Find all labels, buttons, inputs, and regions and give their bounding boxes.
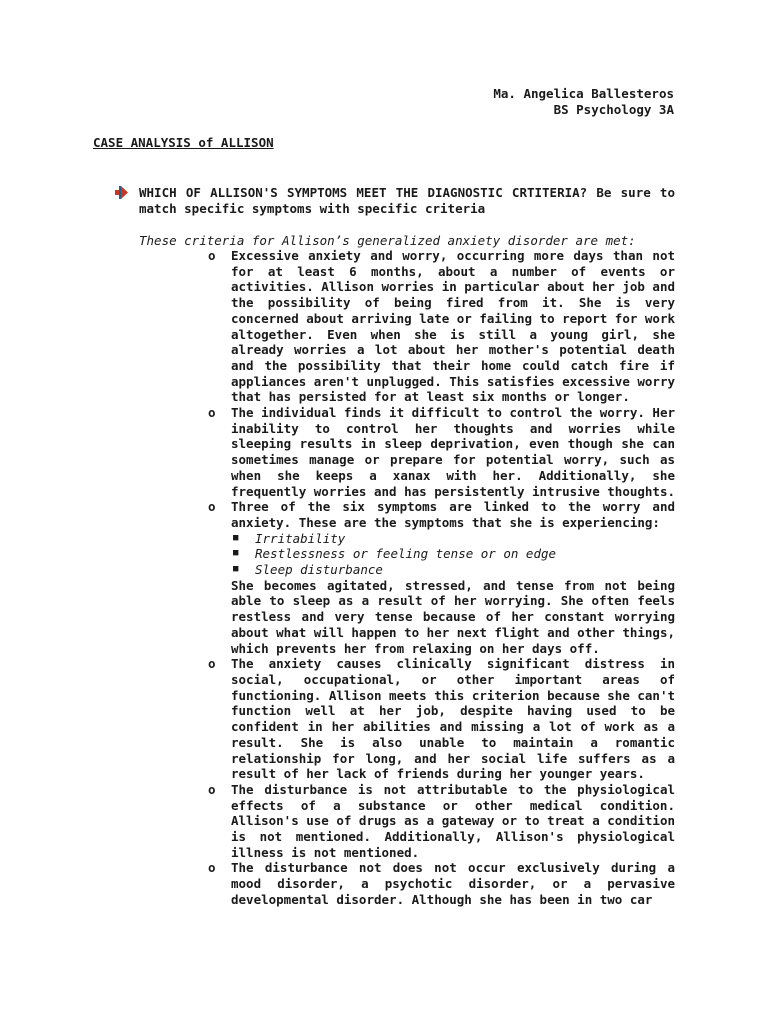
list-bullet: o — [208, 860, 216, 876]
criterion-text: The disturbance is not attributable to the physiological effects of a substance or other medical condition. Allison's use of drugs as a gateway or to treat a condition is not mentioned. Additionally, Allison's physiological illness is not mentioned. — [231, 781, 676, 860]
list-item — [205, 248, 675, 405]
author-name: Ma. Angelica Ballesteros — [493, 86, 674, 101]
sub-bullet: ■ — [233, 532, 239, 543]
criterion-text: The individual finds it difficult to control the worry. Her inability to control her thoughts and worries while sleeping results in sleep deprivation, even though she can sometimes manage or prepare for potential worry, such as when she keeps a xanax with her. Additionally, she frequently worries and has persistently intrusive thoughts. — [231, 405, 676, 499]
list-bullet: o — [208, 248, 216, 263]
author-header — [493, 86, 674, 118]
document-title: CASE ANALYSIS of ALLISON — [93, 135, 274, 150]
list-item — [205, 499, 675, 656]
list-item — [205, 860, 675, 907]
criterion-text: Excessive anxiety and worry, occurring more days than not for at least 6 months, about a number of events or activities. Allison worries in particular about her job and the possibility of being fired from it. She is very concerned about arriving late or failing to report for work altogether. Even when she is still a young girl, she already worries a lot about her mother's potential death and the possibility that their home could catch fire if appliances aren't unplugged. This satisfies excessive worry that has persisted for at least six months or longer. — [231, 248, 676, 405]
list-item — [205, 405, 675, 499]
list-bullet: o — [208, 499, 216, 515]
sub-bullet: ■ — [233, 564, 239, 575]
list-item — [205, 656, 675, 782]
symptom-item — [231, 531, 675, 547]
symptom-followup: She becomes agitated, stressed, and tense from not being able to sleep as a result of her worrying. She often feels restless and very tense because of her constant worrying about what will happen to her next flight and other things, which prevents her from relaxing on her days off. — [231, 577, 676, 656]
criteria-intro: These criteria for Allison’s generalized anxiety disorder are met: — [139, 233, 636, 248]
symptom-label: Irritability — [255, 530, 346, 546]
list-bullet: o — [208, 781, 216, 797]
symptom-item — [231, 546, 675, 562]
list-item — [205, 782, 675, 861]
criterion-text: The anxiety causes clinically significant distress in social, occupational, or other important areas of functioning. Allison meets this criterion because she can't function well at her job, despite having used to be confident in her abilities and missing a lot of work as a result. She is also unable to maintain a romantic relationship for long, and her social life suffers as a result of her lack of friends during her younger years. — [231, 656, 676, 782]
symptom-list — [231, 531, 675, 578]
question-block — [115, 185, 675, 217]
list-bullet: o — [208, 656, 216, 672]
symptom-label: Sleep disturbance — [255, 562, 383, 578]
criterion-text: Three of the six symptoms are linked to the worry and anxiety. These are the symptoms that she is experiencing: — [231, 499, 675, 530]
criteria-list — [205, 248, 675, 908]
symptom-item — [231, 562, 675, 578]
question-text: WHICH OF ALLISON'S SYMPTOMS MEET THE DIAGNOSTIC CRTITERIA? Be sure to match specific symptoms with specific criteria — [139, 185, 675, 216]
list-bullet: o — [208, 405, 216, 421]
sub-bullet: ■ — [233, 548, 239, 559]
arrow-bullet-icon — [115, 186, 128, 199]
criterion-text: The disturbance not does not occur exclusively during a mood disorder, a psychotic disorder, or a pervasive developmental disorder. Although she has been in two car — [231, 860, 675, 907]
author-course: BS Psychology 3A — [553, 102, 674, 117]
symptom-label: Restlessness or feeling tense or on edge — [255, 546, 557, 562]
